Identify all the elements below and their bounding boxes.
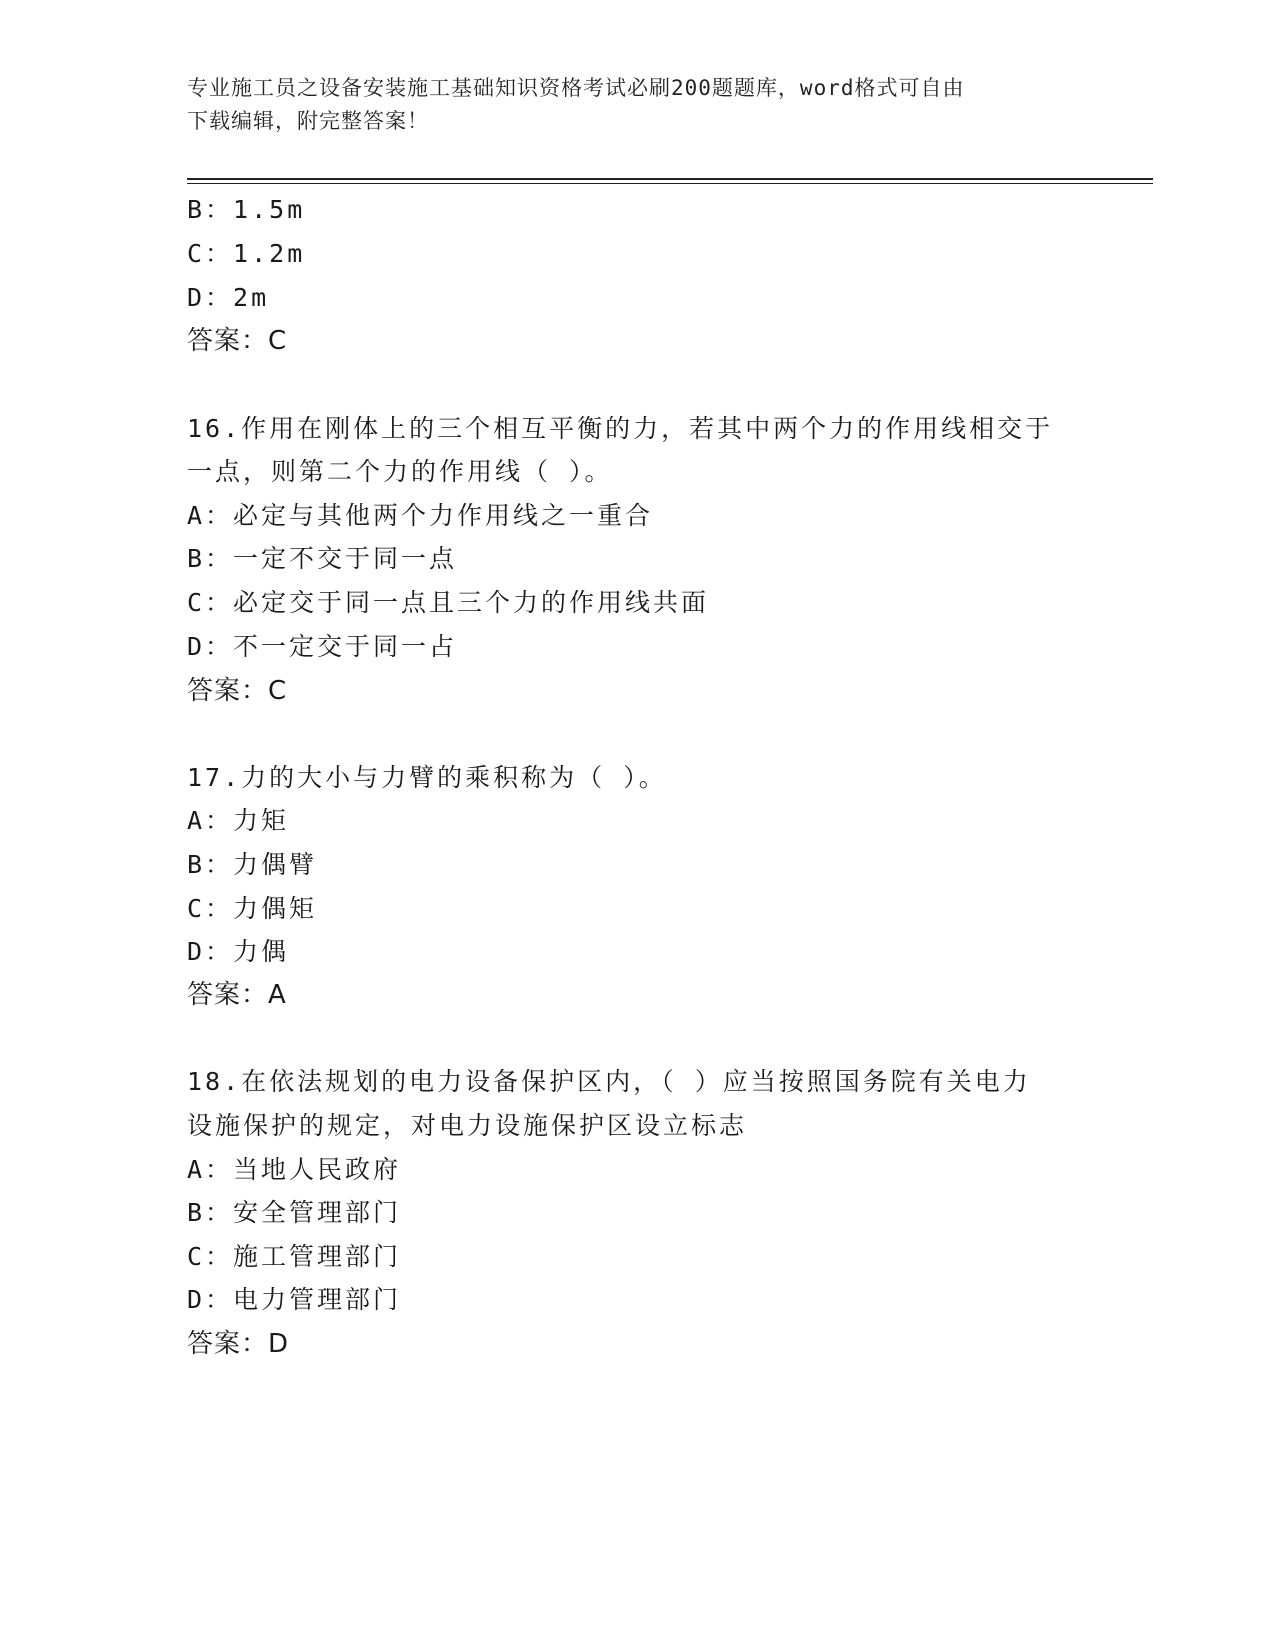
q18-option-c: C：施工管理部门 — [187, 1242, 402, 1271]
q16-stem-line-2: 一点，则第二个力的作用线（ ）。 — [187, 457, 613, 486]
q17-option-a: A：力矩 — [187, 806, 290, 835]
q16-option-d: D：不一定交于同一占 — [187, 632, 458, 661]
q16-option-c: C：必定交于同一点且三个力的作用线共面 — [187, 588, 710, 617]
q15-option-d: D：2m — [187, 283, 270, 312]
q16-stem-line-1: 16.作用在刚体上的三个相互平衡的力，若其中两个力的作用线相交于 — [187, 414, 1054, 443]
header-divider-thick — [187, 178, 1153, 180]
header-divider-thin — [187, 183, 1153, 184]
q16-option-a: A：必定与其他两个力作用线之一重合 — [187, 501, 654, 530]
header-title-line-2: 下载编辑，附完整答案！ — [187, 109, 429, 133]
q17-option-c: C：力偶矩 — [187, 894, 318, 923]
q15-answer: 答案：C — [187, 326, 288, 356]
q17-answer: 答案：A — [187, 980, 287, 1010]
q18-option-d: D：电力管理部门 — [187, 1285, 402, 1314]
q16-answer: 答案：C — [187, 676, 288, 706]
page-header — [187, 72, 1067, 138]
q18-stem-line-2: 设施保护的规定，对电力设施保护区设立标志 — [187, 1111, 748, 1140]
q16-option-b: B：一定不交于同一点 — [187, 544, 458, 573]
header-title-line-1: 专业施工员之设备安装施工基础知识资格考试必刷200题题库，word格式可自由 — [187, 76, 965, 100]
q15-option-b: B：1.5m — [187, 195, 306, 224]
q15-option-c: C：1.2m — [187, 239, 306, 268]
q18-stem-line-1: 18.在依法规划的电力设备保护区内，（ ）应当按照国务院有关电力 — [187, 1067, 1031, 1096]
q17-stem-line-1: 17.力的大小与力臂的乘积称为（ ）。 — [187, 763, 667, 792]
q17-option-b: B：力偶臂 — [187, 850, 318, 879]
q18-answer: 答案：D — [187, 1329, 290, 1359]
q17-option-d: D：力偶 — [187, 937, 290, 966]
q18-option-b: B：安全管理部门 — [187, 1198, 402, 1227]
q18-option-a: A：当地人民政府 — [187, 1155, 402, 1184]
